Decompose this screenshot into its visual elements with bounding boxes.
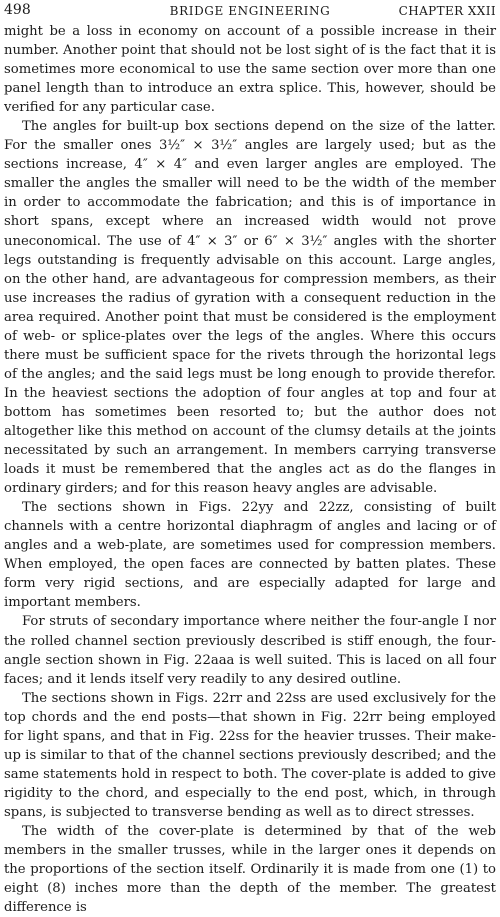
body-text [4,22,496,917]
paragraph-angles: The angles for built-up box sections depend on the size of the latter. For the smaller ones 3½″ × 3½″ angles are largely used; but as the sections increase, 4″ × 4″ and even larger angles are employed. The smaller the angles the smaller will need to be the width of the member in order to accommodate the fabrication; and this is of importance in short spans, except where an increased width would not prove uneconomical. The use of 4″ × 3″ or 6″ × 3½″ angles with the shorter legs outstanding is frequently advisable on this account. Large angles, on the other hand, are advantageous for compression members, as their use increases the radius of gyration with a consequent reduction in the area required. Another point that must be considered is the employment of web- or splice-plates over the legs of the angles. Where this occurs there must be sufficient space for the rivets through the horizontal legs of the angles; and the said legs must be long enough to provide therefor. In the heaviest sections the adoption of four angles at top and four at bottom has sometimes been resorted to; but the author does not altogether like this method on account of the clumsy details at the joints necessitated by such an arrangement. In members carrying transverse loads it must be remembered that the angles act as do the flanges in ordinary girders; and for this reason heavy angles are advisable. [4,119,496,497]
paragraph-continuation: might be a loss in economy on account of a possible increase in their number. Another point that should not be lost sight of is the fact that it is sometimes more economical to use the same section over more than one panel length than to introduce an extra splice. This, however, should be verified for any particular case. [4,24,496,116]
paragraph-struts: For struts of secondary importance where neither the four-angle I nor the rolled channel section previously described is stiff enough, the four-angle section shown in Fig. 22aaa is well suited. This is laced on all four faces; and it lends itself very readily to any desired outline. [4,614,496,687]
chapter-label: CHAPTER XXII [398,4,496,18]
running-header [4,1,496,19]
page-number: 498 [4,2,31,18]
paragraph-top-chords: The sections shown in Figs. 22rr and 22ss are used exclusively for the top chords and the end posts—that shown in Fig. 22rr being employed for light spans, and that in Fig. 22ss for the heavier trusses. Their make-up is similar to that of the channel sections previously described; and the same statements hold in respect to both. The cover-plate is added to give rigidity to the chord, and especially to the end post, which, in through spans, is subjected to transverse bending as well as to direct stresses. [4,690,496,820]
paragraph-cover-plate: The width of the cover-plate is determined by that of the web members in the smaller trusses, while in the larger ones it depends on the proportions of the section itself. Ordinarily it is made from one (1) to eight (8) inches more than the depth of the member. The greatest difference is [4,823,496,916]
paragraph-built-channels: The sections shown in Figs. 22yy and 22zz, consisting of built channels with a centre horizontal diaphragm of angles and lacing or of angles and a web-plate, are sometimes used for compression members. When employed, the open faces are connected by batten plates. These form very rigid sections, and are especially adapted for large and important members. [4,500,496,611]
running-title: BRIDGE ENGINEERING [169,4,331,18]
